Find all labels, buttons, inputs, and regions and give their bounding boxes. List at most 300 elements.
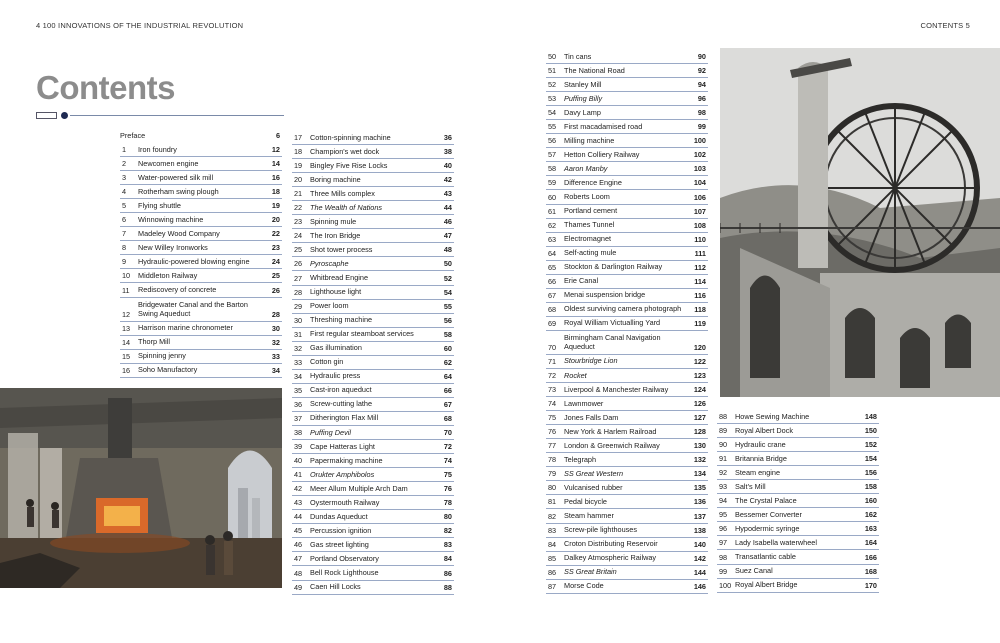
toc-entry-title: Hypodermic syringe [735, 523, 800, 533]
toc-entry-title: Newcomen engine [138, 158, 199, 168]
toc-entry-number: 93 [719, 482, 728, 492]
toc-entry-page: 168 [864, 566, 877, 576]
toc-entry-number: 92 [719, 468, 728, 478]
toc-entry[interactable] [292, 510, 454, 524]
toc-entry-number: 1 [122, 145, 127, 155]
toc-entry-page: 68 [443, 413, 452, 423]
toc-entry-number: 26 [294, 259, 303, 269]
toc-entry[interactable] [292, 257, 454, 271]
toc-entry-number: 32 [294, 343, 303, 353]
toc-entry-page: 32 [271, 337, 280, 347]
toc-entry-title: Howe Sewing Machine [735, 411, 810, 421]
toc-entry-page: 96 [697, 94, 706, 104]
toc-entry-number: 37 [294, 413, 303, 423]
toc-entry-page: 166 [864, 552, 877, 562]
toc-entry-page: 44 [443, 203, 452, 213]
toc-entry-number: 4 [122, 187, 127, 197]
toc-entry[interactable] [546, 495, 708, 509]
toc-entry[interactable] [546, 453, 708, 467]
toc-entry[interactable] [546, 219, 708, 233]
steam-hammer-drawing [0, 388, 282, 588]
toc-entry-page: 12 [271, 145, 280, 155]
toc-entry-title: Gas street lighting [310, 539, 369, 549]
toc-entry-page: 90 [697, 52, 706, 62]
toc-entry-number: 73 [548, 385, 557, 395]
toc-entry-page: 128 [693, 427, 706, 437]
toc-entry-title: Vulcanised rubber [564, 482, 623, 492]
toc-entry-title: First macadamised road [564, 121, 643, 131]
toc-entry-title: Birmingham Canal Navigation Aqueduct [564, 332, 661, 352]
toc-entry[interactable] [546, 566, 708, 580]
toc-entry-page: 50 [443, 259, 452, 269]
toc-entry-title: SS Great Western [564, 468, 624, 478]
toc-entry-number: 36 [294, 399, 303, 409]
toc-entry[interactable] [546, 247, 708, 261]
toc-entry[interactable] [546, 524, 708, 538]
toc-entry-page: 16 [271, 173, 280, 183]
toc-entry[interactable] [292, 454, 454, 468]
toc-entry-number: 24 [294, 231, 303, 241]
toc-entry[interactable] [292, 342, 454, 356]
toc-entry-number: 29 [294, 301, 303, 311]
toc-entry-number: 80 [548, 483, 557, 493]
toc-entry-page: 28 [271, 309, 280, 319]
toc-entry[interactable] [292, 286, 454, 300]
toc-entry[interactable] [292, 131, 454, 145]
toc-entry-page: 55 [443, 301, 452, 311]
toc-entry[interactable] [292, 524, 454, 538]
toc-entry-title: Tin cans [564, 51, 592, 61]
toc-entry[interactable] [292, 215, 454, 229]
toc-entry-page: 142 [693, 553, 706, 563]
toc-entry-page: 100 [693, 136, 706, 146]
toc-entry-number: 39 [294, 442, 303, 452]
toc-entry[interactable] [717, 550, 879, 564]
toc-entry[interactable] [717, 410, 879, 424]
toc-entry-number: 42 [294, 484, 303, 494]
toc-entry-number: 82 [548, 511, 557, 521]
toc-entry-number: 7 [122, 229, 127, 239]
toc-entry[interactable] [120, 298, 282, 322]
toc-entry[interactable] [546, 467, 708, 481]
toc-entry-page: 62 [443, 357, 452, 367]
toc-entry[interactable] [717, 452, 879, 466]
toc-entry[interactable] [120, 227, 282, 241]
toc-entry[interactable] [546, 509, 708, 523]
toc-entry[interactable] [120, 350, 282, 364]
rule-line [70, 115, 284, 116]
toc-entry-title: Bell Rock Lighthouse [310, 568, 379, 577]
toc-entry[interactable] [292, 201, 454, 215]
toc-entry[interactable] [120, 213, 282, 227]
toc-entry-title: Cast-iron aqueduct [310, 385, 372, 395]
running-header-left: 4 100 INNOVATIONS OF THE INDUSTRIAL REVOLUTION [36, 21, 244, 30]
toc-entry-number: 54 [548, 108, 557, 118]
toc-entry-title: New Willey Ironworks [138, 242, 208, 252]
toc-entry-page: 137 [693, 511, 706, 521]
toc-entry-title: Whitbread Engine [310, 273, 369, 283]
toc-entry[interactable] [546, 78, 708, 92]
toc-entry-number: 65 [548, 262, 557, 272]
toc-entry-page: 84 [443, 554, 452, 564]
toc-entry-page: 64 [443, 371, 452, 381]
toc-entry-number: 98 [719, 552, 728, 562]
toc-entry[interactable] [292, 496, 454, 510]
toc-entry[interactable] [546, 64, 708, 78]
toc-entry-page: 23 [271, 243, 280, 253]
preface-page: 6 [275, 131, 280, 140]
toc-entry-page: 98 [697, 108, 706, 118]
toc-entry-title: Rediscovery of concrete [138, 285, 217, 295]
toc-entry[interactable] [120, 364, 282, 378]
toc-entry[interactable] [546, 50, 708, 64]
toc-entry[interactable] [292, 328, 454, 342]
toc-entry-title: Stockton & Darlington Railway [564, 262, 663, 272]
toc-entry-title: Electromagnet [564, 234, 612, 244]
toc-entry-number: 75 [548, 413, 557, 423]
toc-entry-page: 43 [443, 189, 452, 199]
toc-entry-page: 40 [443, 161, 452, 171]
toc-entry-number: 44 [294, 512, 303, 522]
toc-entry-page: 112 [694, 262, 706, 272]
toc-entry-page: 34 [271, 365, 280, 375]
toc-entry-page: 42 [443, 175, 452, 185]
toc-entry-title: Screw-pile lighthouses [564, 525, 638, 535]
toc-entry-page: 14 [271, 159, 280, 169]
toc-entry[interactable] [546, 369, 708, 383]
toc-entry[interactable] [546, 162, 708, 176]
toc-entry-page: 72 [443, 442, 452, 452]
toc-entry-number: 89 [719, 426, 728, 436]
toc-entry-number: 90 [719, 440, 728, 450]
toc-entry-title: Royal Albert Dock [735, 425, 793, 435]
toc-entry-number: 2 [122, 159, 127, 169]
toc-entry-number: 66 [548, 276, 557, 286]
toc-entry-page: 163 [864, 524, 877, 534]
toc-entry-number: 30 [294, 315, 303, 325]
toc-entry[interactable] [292, 538, 454, 552]
rule-dot-ornament [61, 112, 68, 119]
preface-label: Preface [120, 131, 146, 140]
toc-entry[interactable] [292, 300, 454, 314]
toc-entry-title: Screw-cutting lathe [310, 399, 373, 409]
toc-entry[interactable] [292, 552, 454, 566]
toc-entry-number: 85 [548, 553, 557, 563]
toc-entry-number: 69 [548, 318, 557, 328]
toc-entry-title: Hydraulic press [310, 371, 361, 381]
toc-entry-page: 120 [693, 342, 706, 352]
toc-entry-number: 81 [548, 497, 557, 507]
toc-entry-number: 70 [548, 342, 557, 352]
toc-entry[interactable] [120, 199, 282, 213]
toc-entry-number: 45 [294, 526, 303, 536]
toc-entry-title: Morse Code [564, 581, 604, 591]
toc-entry-number: 25 [294, 245, 303, 255]
toc-entry-title: Rotherham swing plough [138, 186, 219, 196]
toc-entry[interactable] [546, 106, 708, 120]
toc-entry-page: 138 [693, 525, 706, 535]
toc-entry[interactable] [292, 398, 454, 412]
toc-column-4 [717, 410, 879, 593]
toc-entry-number: 67 [548, 290, 557, 300]
toc-entry-title: Suez Canal [735, 566, 773, 576]
toc-entry[interactable] [120, 269, 282, 283]
toc-entry[interactable] [717, 494, 879, 508]
toc-entry-page: 30 [271, 323, 280, 333]
toc-entry-page: 99 [697, 122, 706, 132]
toc-entry[interactable] [717, 424, 879, 438]
toc-entry[interactable] [292, 468, 454, 482]
toc-entry[interactable] [120, 283, 282, 297]
toc-entry-page: 75 [443, 470, 452, 480]
toc-entry[interactable] [292, 271, 454, 285]
toc-entry[interactable] [717, 536, 879, 550]
toc-entry[interactable] [546, 261, 708, 275]
toc-entry-title: The National Road [564, 65, 625, 75]
toc-entry[interactable] [292, 243, 454, 257]
toc-entry-title: SS Great Britain [564, 567, 617, 577]
toc-entry-title: Pedal bicycle [564, 496, 607, 506]
toc-entry-number: 17 [294, 133, 303, 143]
toc-entry[interactable] [717, 579, 879, 593]
toc-entry[interactable] [546, 176, 708, 190]
toc-entry-number: 95 [719, 510, 728, 520]
toc-entry[interactable] [546, 148, 708, 162]
toc-entry-page: 25 [271, 271, 280, 281]
toc-entry-page: 66 [443, 385, 452, 395]
toc-entry-page: 24 [271, 257, 280, 267]
toc-entry-title: Flying shuttle [138, 200, 181, 210]
toc-entry[interactable] [120, 157, 282, 171]
toc-entry[interactable] [546, 120, 708, 134]
toc-entry[interactable] [546, 289, 708, 303]
toc-entry-number: 100 [719, 580, 732, 590]
toc-entry[interactable] [292, 482, 454, 496]
toc-entry[interactable] [292, 173, 454, 187]
toc-entry-page: 36 [443, 133, 452, 143]
toc-entry-number: 83 [548, 525, 557, 535]
toc-entry[interactable] [120, 322, 282, 336]
toc-entry-page: 86 [443, 568, 452, 578]
toc-entry[interactable] [120, 185, 282, 199]
toc-entry-number: 71 [548, 356, 557, 366]
toc-entry[interactable] [546, 317, 708, 331]
toc-entry[interactable] [546, 439, 708, 453]
toc-entry[interactable] [292, 145, 454, 159]
toc-entry[interactable] [546, 538, 708, 552]
toc-entry[interactable] [120, 336, 282, 350]
toc-entry-title: Cotton gin [310, 357, 344, 367]
toc-entry-number: 46 [294, 540, 303, 550]
toc-entry[interactable] [546, 233, 708, 247]
toc-entry-title: Winnowing machine [138, 214, 204, 224]
toc-entry-number: 88 [719, 412, 728, 422]
toc-entry[interactable] [120, 143, 282, 157]
toc-entry[interactable] [717, 480, 879, 494]
toc-entry-page: 146 [693, 581, 706, 591]
toc-entry-number: 23 [294, 217, 303, 227]
toc-entry-page: 60 [443, 343, 452, 353]
toc-entry-number: 38 [294, 428, 303, 438]
toc-entry[interactable] [546, 205, 708, 219]
toc-entry[interactable] [292, 229, 454, 243]
toc-entry-page: 140 [693, 539, 706, 549]
toc-entry[interactable] [546, 383, 708, 397]
toc-entry[interactable] [546, 481, 708, 495]
toc-entry-title: Aaron Manby [564, 163, 608, 173]
toc-entry[interactable] [717, 522, 879, 536]
toc-entry[interactable] [292, 356, 454, 370]
toc-entry-number: 76 [548, 427, 557, 437]
toc-entry-page: 144 [693, 567, 706, 577]
toc-entry-number: 18 [294, 147, 303, 157]
toc-entry-title: Spinning mule [310, 216, 357, 226]
toc-entry-page: 74 [443, 456, 452, 466]
toc-entry-page: 119 [694, 318, 706, 328]
toc-entry[interactable] [546, 303, 708, 317]
toc-entry-number: 68 [548, 304, 557, 314]
toc-entry[interactable] [292, 314, 454, 328]
toc-entry-title: Middleton Railway [138, 270, 198, 280]
toc-entry-page: 164 [864, 538, 877, 548]
toc-entry[interactable] [292, 581, 454, 595]
toc-entry-number: 8 [122, 243, 127, 253]
page-title: Contents [36, 69, 175, 106]
toc-entry[interactable] [546, 552, 708, 566]
toc-entry-title: Lighthouse light [310, 287, 362, 297]
toc-entry[interactable] [120, 171, 282, 185]
toc-entry-number: 35 [294, 385, 303, 395]
toc-entry[interactable] [546, 397, 708, 411]
toc-entry-page: 132 [693, 455, 706, 465]
toc-entry[interactable] [546, 425, 708, 439]
toc-entry-title: Salt's Mill [735, 481, 766, 491]
toc-entry-number: 48 [294, 568, 303, 578]
toc-entry-number: 40 [294, 456, 303, 466]
toc-entry-page: 162 [864, 510, 877, 520]
toc-entry[interactable] [546, 355, 708, 369]
toc-entry-number: 87 [548, 581, 557, 591]
toc-entry-page: 47 [443, 231, 452, 241]
toc-entry-page: 52 [443, 273, 452, 283]
toc-entry[interactable] [717, 438, 879, 452]
toc-entry-page: 156 [864, 468, 877, 478]
toc-entry-title: Bridgewater Canal and the Barton Swing Aqueduct [138, 299, 248, 319]
toc-entry[interactable] [717, 565, 879, 579]
toc-entry-title: Cotton-spinning machine [310, 132, 391, 142]
toc-entry-page: 82 [443, 526, 452, 536]
toc-entry-number: 3 [122, 173, 127, 183]
toc-entry-page: 158 [864, 482, 877, 492]
toc-entry-page: 123 [693, 371, 706, 381]
toc-entry[interactable] [292, 566, 454, 580]
toc-entry-title: Water-powered silk mill [138, 172, 214, 182]
toc-entry-number: 91 [719, 454, 728, 464]
toc-entry-number: 97 [719, 538, 728, 548]
toc-entry-number: 63 [548, 234, 557, 244]
toc-entry[interactable] [546, 275, 708, 289]
toc-entry[interactable] [292, 426, 454, 440]
toc-entry-page: 154 [864, 454, 877, 464]
toc-entry[interactable] [292, 440, 454, 454]
toc-entry-number: 61 [548, 206, 557, 216]
toc-entry-title: Difference Engine [564, 177, 622, 187]
toc-entry-title: Shot tower process [310, 244, 373, 254]
toc-entry[interactable] [292, 187, 454, 201]
toc-column-3 [546, 50, 708, 594]
toc-entry[interactable] [717, 508, 879, 522]
toc-entry-number: 53 [548, 94, 557, 104]
toc-entry-number: 31 [294, 329, 303, 339]
toc-entry[interactable] [717, 466, 879, 480]
toc-entry[interactable] [292, 159, 454, 173]
toc-entry[interactable] [546, 92, 708, 106]
toc-entry-title: Power loom [310, 301, 349, 311]
toc-entry-title: The Crystal Palace [735, 495, 797, 505]
toc-entry[interactable] [546, 190, 708, 204]
toc-entry-number: 52 [548, 80, 557, 90]
toc-entry-number: 55 [548, 122, 557, 132]
toc-entry[interactable] [546, 134, 708, 148]
steam-hammer-illustration [0, 388, 282, 588]
toc-entry-page: 46 [443, 217, 452, 227]
toc-entry-title: Steam engine [735, 467, 781, 477]
toc-entry-number: 56 [548, 136, 557, 146]
preface-entry[interactable] [120, 131, 282, 141]
toc-entry-page: 18 [271, 187, 280, 197]
toc-entry-title: Lawnmower [564, 398, 604, 408]
toc-entry-number: 62 [548, 220, 557, 230]
toc-entry-title: Stourbridge Lion [564, 356, 618, 366]
toc-entry[interactable] [292, 384, 454, 398]
toc-entry-page: 88 [443, 582, 452, 592]
toc-entry-page: 130 [693, 441, 706, 451]
toc-entry-page: 58 [443, 329, 452, 339]
toc-entry-number: 84 [548, 539, 557, 549]
toc-entry-number: 5 [122, 201, 127, 211]
toc-entry[interactable] [292, 370, 454, 384]
toc-entry-title: New York & Harlem Railroad [564, 426, 657, 436]
toc-entry-title: Puffing Billy [564, 93, 603, 103]
toc-entry-number: 15 [122, 351, 131, 361]
title-rule [36, 112, 284, 120]
toc-entry-number: 74 [548, 399, 557, 409]
toc-entry-page: 134 [693, 469, 706, 479]
toc-entry-page: 76 [443, 484, 452, 494]
toc-entry-page: 110 [694, 234, 706, 244]
toc-entry-title: Dalkey Atmospheric Railway [564, 553, 657, 563]
toc-entry-page: 56 [443, 315, 452, 325]
toc-entry-number: 21 [294, 189, 303, 199]
toc-entry-title: Roberts Loom [564, 192, 610, 202]
toc-entry[interactable] [546, 411, 708, 425]
toc-entry[interactable] [546, 331, 708, 355]
toc-entry-number: 9 [122, 257, 127, 267]
toc-entry-title: Gas illumination [310, 343, 362, 353]
toc-entry-title: Lady Isabella waterwheel [735, 537, 817, 547]
toc-entry-title: Transatlantic cable [735, 552, 796, 562]
toc-entry[interactable] [120, 255, 282, 269]
toc-entry[interactable] [292, 412, 454, 426]
toc-entry-page: 124 [693, 385, 706, 395]
toc-entry-number: 57 [548, 150, 557, 160]
rule-box-ornament [36, 112, 57, 119]
toc-entry-number: 60 [548, 192, 557, 202]
toc-entry-page: 104 [693, 178, 706, 188]
toc-entry[interactable] [120, 241, 282, 255]
toc-entry[interactable] [546, 580, 708, 594]
toc-entry-page: 118 [694, 304, 706, 314]
